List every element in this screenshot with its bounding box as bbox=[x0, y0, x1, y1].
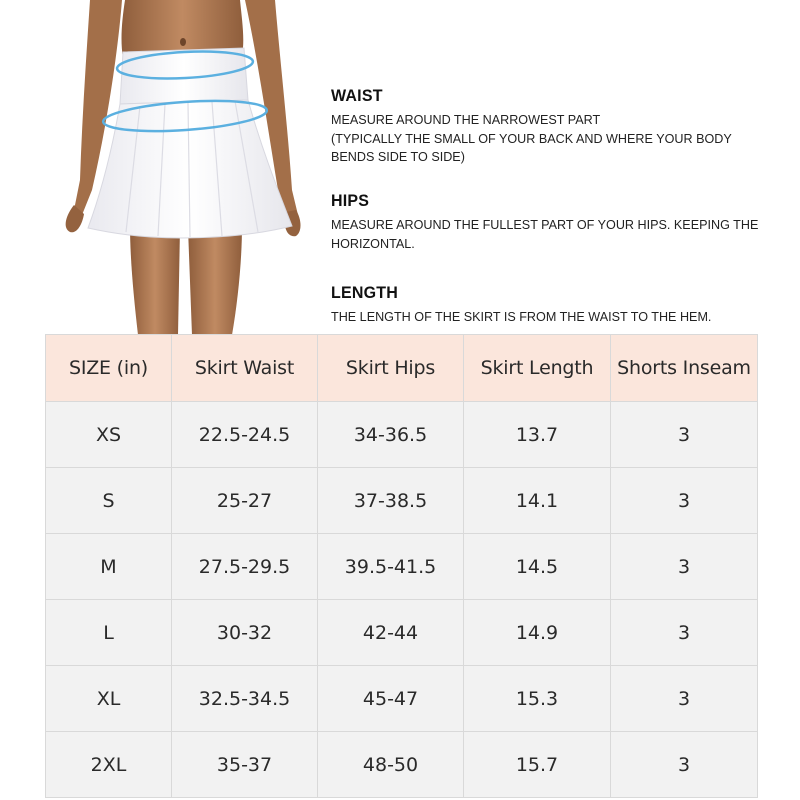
table-row bbox=[46, 402, 758, 468]
header-skirt-hips: Skirt Hips bbox=[318, 335, 464, 402]
hips-line-2: HORIZONTAL. bbox=[331, 236, 415, 251]
cell-size: M bbox=[46, 534, 172, 600]
waist-title: WAIST bbox=[331, 87, 383, 106]
cell-skirt-length: 15.3 bbox=[464, 666, 611, 732]
hips-guide bbox=[331, 193, 786, 253]
waist-line-2: (TYPICALLY THE SMALL OF YOUR BACK AND WHERE YOUR BODY bbox=[331, 131, 732, 146]
size-chart-table bbox=[45, 334, 758, 798]
cell-size: L bbox=[46, 600, 172, 666]
cell-shorts-inseam: 3 bbox=[611, 534, 758, 600]
cell-skirt-waist: 32.5-34.5 bbox=[172, 666, 318, 732]
cell-skirt-waist: 25-27 bbox=[172, 468, 318, 534]
cell-skirt-waist: 30-32 bbox=[172, 600, 318, 666]
cell-size: 2XL bbox=[46, 732, 172, 798]
table-row bbox=[46, 468, 758, 534]
table-row bbox=[46, 732, 758, 798]
legs bbox=[130, 225, 242, 335]
table-row bbox=[46, 600, 758, 666]
table-header-row bbox=[46, 335, 758, 402]
cell-shorts-inseam: 3 bbox=[611, 732, 758, 798]
cell-skirt-length: 15.7 bbox=[464, 732, 611, 798]
skirt-model-illustration bbox=[30, 0, 330, 335]
cell-shorts-inseam: 3 bbox=[611, 402, 758, 468]
cell-skirt-hips: 34-36.5 bbox=[318, 402, 464, 468]
cell-skirt-length: 14.1 bbox=[464, 468, 611, 534]
cell-skirt-waist: 27.5-29.5 bbox=[172, 534, 318, 600]
cell-size: XL bbox=[46, 666, 172, 732]
cell-shorts-inseam: 3 bbox=[611, 666, 758, 732]
cell-skirt-length: 13.7 bbox=[464, 402, 611, 468]
cell-skirt-hips: 39.5-41.5 bbox=[318, 534, 464, 600]
header-size: SIZE (in) bbox=[46, 335, 172, 402]
cell-size: S bbox=[46, 468, 172, 534]
cell-skirt-hips: 48-50 bbox=[318, 732, 464, 798]
cell-skirt-hips: 42-44 bbox=[318, 600, 464, 666]
cell-skirt-hips: 45-47 bbox=[318, 666, 464, 732]
cell-skirt-waist: 35-37 bbox=[172, 732, 318, 798]
table-row bbox=[46, 666, 758, 732]
cell-shorts-inseam: 3 bbox=[611, 468, 758, 534]
header-skirt-waist: Skirt Waist bbox=[172, 335, 318, 402]
cell-shorts-inseam: 3 bbox=[611, 600, 758, 666]
waist-line-1: MEASURE AROUND THE NARROWEST PART bbox=[331, 113, 601, 127]
cell-skirt-length: 14.5 bbox=[464, 534, 611, 600]
waist-guide bbox=[331, 88, 786, 167]
cell-skirt-waist: 22.5-24.5 bbox=[172, 402, 318, 468]
length-guide bbox=[331, 285, 786, 327]
hips-title: HIPS bbox=[331, 192, 370, 211]
cell-skirt-hips: 37-38.5 bbox=[318, 468, 464, 534]
cell-skirt-length: 14.9 bbox=[464, 600, 611, 666]
header-shorts-inseam: Shorts Inseam bbox=[611, 335, 758, 402]
cell-size: XS bbox=[46, 402, 172, 468]
table-row bbox=[46, 534, 758, 600]
length-title: LENGTH bbox=[331, 284, 398, 303]
length-line-1: THE LENGTH OF THE SKIRT IS FROM THE WAIST TO THE HEM. bbox=[331, 310, 712, 324]
waist-line-3: BENDS SIDE TO SIDE) bbox=[331, 150, 465, 164]
header-skirt-length: Skirt Length bbox=[464, 335, 611, 402]
hips-line-1: MEASURE AROUND THE FULLEST PART OF YOUR HIPS. KEEPING THE bbox=[331, 218, 759, 232]
